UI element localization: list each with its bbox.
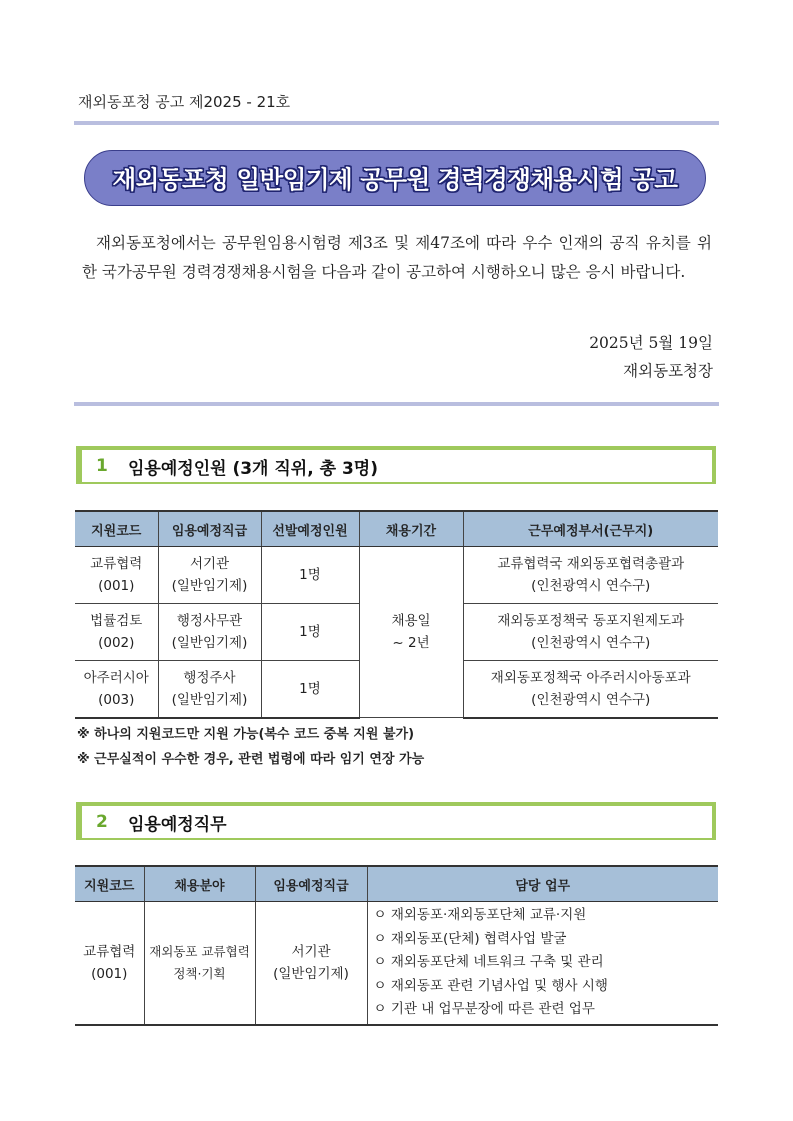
code-cell xyxy=(75,547,158,604)
intro-paragraph xyxy=(82,229,712,287)
note-single-code: ※ 하나의 지원코드만 지원 가능(복수 코드 중복 지원 불가) xyxy=(77,727,415,742)
rank-cell xyxy=(255,902,367,1025)
section-2-title: 임용예정직무 xyxy=(128,814,227,835)
count-cell: 1명 xyxy=(261,604,359,661)
staffing-table xyxy=(75,510,718,719)
duties-table xyxy=(75,865,718,1026)
signer: 재외동포청장 xyxy=(623,362,713,380)
department-name: 재외동포정책국 동포지원제도과 xyxy=(497,613,685,629)
rank-type: (일반임기제) xyxy=(171,691,248,708)
rank-type: (일반임기제) xyxy=(171,635,248,651)
header-rank: 임용예정직급 xyxy=(255,866,367,902)
note-term-extension: ※ 근무실적이 우수한 경우, 관련 법령에 따라 임기 연장 가능 xyxy=(77,752,425,767)
code-number: (001) xyxy=(91,965,128,982)
notice-number: 재외동포청 공고 제2025 - 21호 xyxy=(78,93,291,111)
count-cell: 1명 xyxy=(261,547,359,604)
section-1-number: 1 xyxy=(96,456,108,476)
period-cell xyxy=(359,547,463,718)
code-cell xyxy=(75,902,144,1025)
header-rank: 임용예정직급 xyxy=(158,511,261,547)
rank-type: (일반임기제) xyxy=(273,965,349,982)
field-cell xyxy=(144,902,255,1025)
department-cell xyxy=(463,661,718,718)
title-banner xyxy=(84,150,706,206)
department-location: (인천광역시 연수구) xyxy=(531,691,651,708)
code-name: 아주러시아 xyxy=(83,669,149,686)
header-code: 지원코드 xyxy=(75,866,144,902)
rank-cell xyxy=(158,547,261,604)
duty-item: ㅇ 재외동포·재외동포단체 교류·지원 xyxy=(373,907,587,923)
department-cell xyxy=(463,547,718,604)
code-name: 법률검토 xyxy=(90,613,143,629)
department-name: 재외동포정책국 아주러시아동포과 xyxy=(490,669,691,686)
section-1-notes xyxy=(77,722,424,772)
intro-text: 재외동포청에서는 공무원임용시험령 제3조 및 제47조에 따라 우수 인재의 공직 유치를 위한 국가공무원 경력경쟁채용시험을 다음과 같이 공고하여 시행하오니 많은 응시 바랍니다. xyxy=(82,234,712,281)
section-1-header xyxy=(76,446,716,484)
rank-type: (일반임기제) xyxy=(171,578,248,594)
header-department: 근무예정부서(근무지) xyxy=(463,511,718,547)
department-location: (인천광역시 연수구) xyxy=(531,635,651,651)
rank-cell xyxy=(158,661,261,718)
field-line-1: 재외동포 교류협력 xyxy=(149,943,250,959)
duty-item: ㅇ 재외동포(단체) 협력사업 발굴 xyxy=(373,930,567,947)
period-start: 채용일 xyxy=(391,613,431,629)
duty-item: ㅇ 기관 내 업무분장에 따른 관련 업무 xyxy=(373,1001,595,1017)
header-duties: 담당 업무 xyxy=(367,866,718,902)
department-cell xyxy=(463,604,718,661)
count-cell: 1명 xyxy=(261,661,359,718)
notice-date: 2025년 5월 19일 xyxy=(589,334,713,352)
code-cell xyxy=(75,661,158,718)
section-1-title: 임용예정인원 (3개 직위, 총 3명) xyxy=(128,458,378,479)
field-line-2: 정책·기획 xyxy=(173,965,226,981)
divider-top xyxy=(74,121,719,125)
section-2-header xyxy=(76,802,716,840)
department-location: (인천광역시 연수구) xyxy=(531,578,651,594)
department-name: 교류협력국 재외동포협력총괄과 xyxy=(497,556,685,572)
header-field: 채용분야 xyxy=(144,866,255,902)
rank-name: 행정사무관 xyxy=(176,613,243,629)
code-number: (002) xyxy=(98,635,135,651)
rank-name: 행정주사 xyxy=(183,669,236,686)
period-duration: ~ 2년 xyxy=(392,635,430,651)
table-row xyxy=(75,902,718,1025)
page-title: 재외동포청 일반임기제 공무원 경력경쟁채용시험 공고 xyxy=(112,164,678,194)
code-number: (003) xyxy=(98,691,135,708)
code-name: 교류협력 xyxy=(90,556,143,572)
code-cell xyxy=(75,604,158,661)
code-number: (001) xyxy=(98,578,135,594)
duty-item: ㅇ 재외동포 관련 기념사업 및 행사 시행 xyxy=(373,977,608,994)
header-count: 선발예정인원 xyxy=(261,511,359,547)
code-name: 교류협력 xyxy=(83,943,136,960)
table-row xyxy=(75,547,718,604)
rank-cell xyxy=(158,604,261,661)
header-period: 채용기간 xyxy=(359,511,463,547)
divider-middle xyxy=(74,402,719,406)
header-code: 지원코드 xyxy=(75,511,158,547)
duty-item: ㅇ 재외동포단체 네트워크 구축 및 관리 xyxy=(373,954,604,970)
duties-cell xyxy=(367,902,718,1025)
section-2-number: 2 xyxy=(96,812,108,832)
rank-name: 서기관 xyxy=(291,943,331,960)
rank-name: 서기관 xyxy=(189,556,230,572)
